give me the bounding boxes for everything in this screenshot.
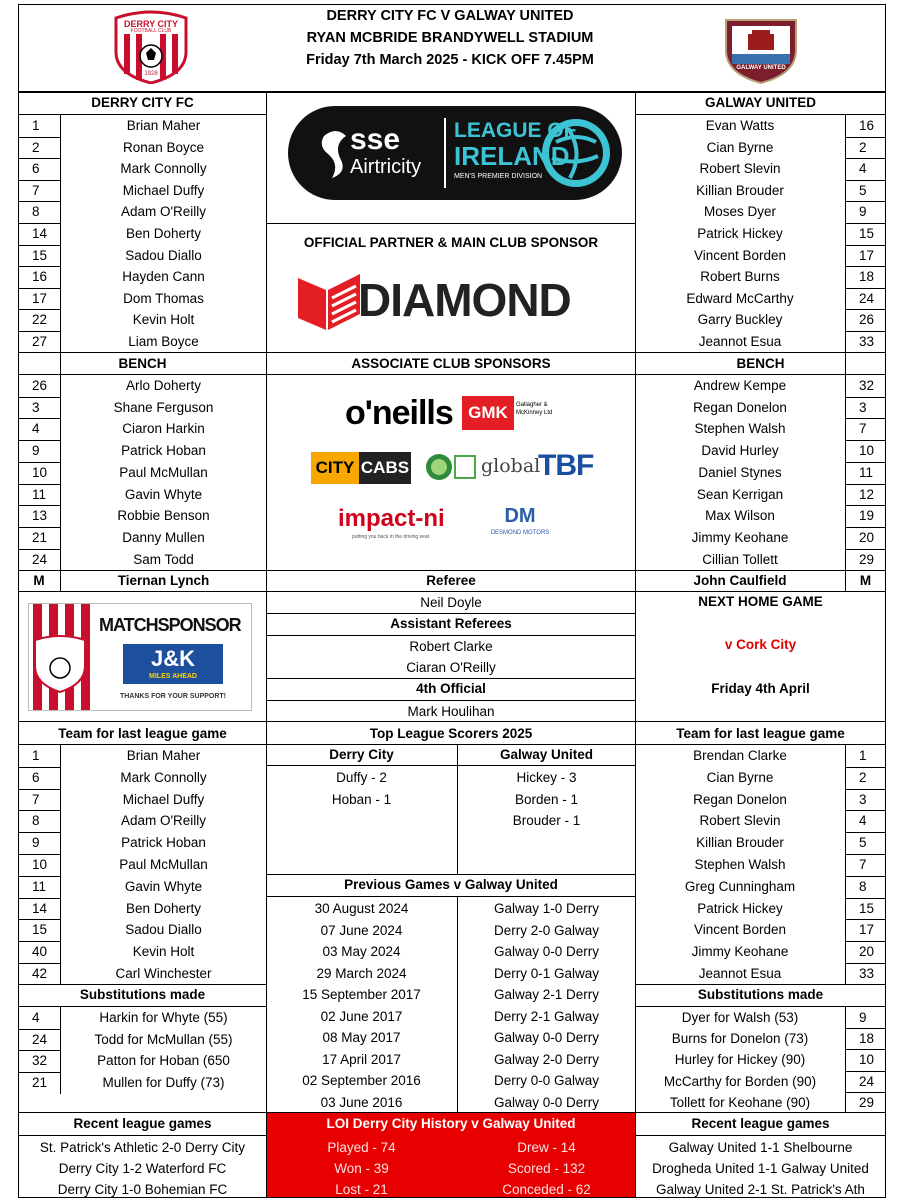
player-name: Regan Donelon (693, 791, 787, 807)
previous-game-result: Galway 0-0 Derry (493, 1094, 600, 1110)
desmond-motors-logo (480, 505, 560, 541)
player-number: 7 (32, 182, 40, 198)
player-name: McCarthy for Borden (90) (663, 1073, 817, 1089)
derry-recent-title: Recent league games (73, 1116, 212, 1131)
player-number: 18 (859, 269, 875, 285)
player-number: 40 (32, 944, 48, 960)
player-name: Evan Watts (705, 118, 775, 133)
diamond-logo (296, 268, 606, 332)
loi-history-stat: Played - 74 (327, 1140, 396, 1155)
previous-game-result: Derry 0-0 Galway (493, 1073, 600, 1088)
player-name: Liam Boyce (128, 334, 199, 349)
player-name: Robbie Benson (117, 508, 210, 524)
impact-ni-logo-subtitle: putting you back in the driving seat (352, 534, 429, 540)
player-name: Shane Ferguson (113, 399, 214, 415)
player-name: Max Wilson (705, 508, 775, 524)
previous-game-result: Galway 0-0 Derry (493, 1030, 600, 1045)
previous-game-result: Galway 1-0 Derry (493, 901, 600, 916)
global-logo (425, 450, 541, 484)
derry-recent-game: Derry City 1-0 Bohemian FC (57, 1182, 228, 1197)
player-name: Killian Brouder (696, 182, 784, 198)
player-number: 9 (32, 835, 40, 851)
scorer-galway: Borden - 1 (514, 791, 579, 807)
gmk-logo-text: GMK (462, 396, 514, 430)
player-number: 11 (32, 878, 47, 894)
player-name: Regan Donelon (693, 399, 787, 415)
derry-crest-year: 1928 (144, 71, 158, 77)
loi-history-stat: Won - 39 (334, 1161, 389, 1176)
previous-game-date: 15 September 2017 (302, 987, 421, 1002)
previous-game-date: 29 March 2024 (316, 965, 407, 981)
galway-subs-title: Substitutions made (697, 987, 824, 1002)
player-number: 4 (32, 1010, 40, 1025)
player-number: 8 (32, 204, 40, 220)
previous-game-date: 02 September 2016 (302, 1073, 421, 1088)
previous-game-date: 07 June 2024 (320, 922, 403, 938)
assistants-title: Assistant Referees (390, 616, 512, 631)
player-number: 5 (859, 182, 867, 198)
player-name: Andrew Kempe (693, 378, 787, 393)
diamond-logo-text: DIAMOND (358, 274, 571, 326)
player-number: 17 (859, 247, 875, 263)
previous-game-date: 03 June 2016 (320, 1094, 403, 1110)
league-logo (288, 106, 622, 200)
scorer-derry: Duffy - 2 (336, 770, 387, 785)
player-number: 16 (32, 269, 48, 285)
player-number: 32 (32, 1053, 48, 1069)
player-number: 32 (859, 378, 875, 393)
player-name: Robert Burns (700, 269, 780, 285)
player-number: 18 (859, 1031, 875, 1047)
derry-recent-game: St. Patrick's Athletic 2-0 Derry City (39, 1140, 246, 1155)
league-logo-airtricity: Airtricity (350, 156, 422, 178)
previous-game-date: 17 April 2017 (322, 1051, 401, 1067)
player-name: Ben Doherty (125, 226, 202, 241)
player-name: Hurley for Hickey (90) (674, 1052, 806, 1068)
player-number: 10 (859, 1052, 875, 1068)
player-name: Jimmy Keohane (691, 529, 789, 545)
derry-crest-title: DERRY CITY (123, 19, 178, 29)
galway-recent-title: Recent league games (691, 1116, 830, 1131)
derry-city-crest (110, 8, 192, 84)
galway-manager-name: John Caulfield (693, 573, 787, 588)
previous-game-result: Derry 0-1 Galway (493, 965, 600, 981)
derry-bench-title: BENCH (118, 356, 167, 371)
player-name: Patton for Hoban (650 (97, 1053, 230, 1069)
scorer-galway: Brouder - 1 (512, 813, 581, 828)
player-number: 17 (859, 922, 875, 938)
scorers-derry-title: Derry City (329, 747, 394, 762)
player-name: Edward McCarthy (686, 290, 794, 306)
galway-bench-title: BENCH (736, 356, 785, 371)
player-number: 2 (859, 139, 867, 155)
previous-game-date: 08 May 2017 (322, 1030, 401, 1045)
player-name: Garry Buckley (697, 312, 783, 328)
player-name: Sean Kerrigan (696, 486, 784, 502)
header-line-1: DERRY CITY FC V GALWAY UNITED (326, 8, 574, 24)
galway-united-crest (722, 12, 800, 84)
player-name: Jeannot Esua (698, 334, 782, 349)
player-name: Todd for McMullan (55) (94, 1031, 233, 1047)
assistant-referee-2: Ciaran O'Reilly (406, 660, 496, 675)
derry-crest-subtitle: FOOTBALL CLUB (130, 28, 172, 34)
player-name: Brendan Clarke (693, 748, 787, 763)
player-number: 11 (859, 464, 874, 480)
derry-team-title: DERRY CITY FC (91, 95, 194, 110)
player-number: 6 (32, 769, 40, 785)
player-number: 12 (859, 486, 875, 502)
player-name: Tollett for Keohane (90) (669, 1094, 811, 1110)
derry-manager-name: Tiernan Lynch (117, 573, 210, 588)
player-name: Vincent Borden (693, 922, 787, 938)
desmond-motors-mark: DM (504, 505, 536, 527)
player-number: 8 (32, 813, 40, 829)
player-name: Greg Cunningham (684, 878, 796, 894)
player-number: 33 (859, 966, 875, 981)
player-number: 4 (32, 421, 40, 437)
player-number: 15 (32, 247, 48, 263)
player-number: 20 (859, 529, 875, 545)
referee-name: Neil Doyle (420, 595, 482, 610)
player-name: Hayden Cann (122, 269, 205, 285)
player-name: Dom Thomas (123, 290, 204, 306)
player-name: Jimmy Keohane (691, 944, 789, 960)
previous-game-result: Galway 2-0 Derry (493, 1051, 600, 1067)
player-number: 24 (32, 551, 48, 567)
galway-last-game-title: Team for last league game (676, 726, 845, 741)
player-name: Ronan Boyce (122, 139, 205, 155)
player-number: 3 (859, 791, 867, 807)
player-name: Robert Slevin (699, 161, 781, 177)
match-sponsor-banner (28, 603, 252, 711)
player-number: 6 (32, 161, 40, 177)
scorer-derry: Hoban - 1 (331, 791, 392, 807)
player-number: 2 (32, 139, 40, 155)
player-name: Ciaron Harkin (122, 421, 205, 437)
player-name: Brian Maher (126, 118, 201, 133)
player-name: Gavin Whyte (124, 486, 203, 502)
oneills-logo: o'neills (345, 394, 453, 432)
previous-game-date: 02 June 2017 (320, 1008, 403, 1024)
player-number: 7 (859, 857, 867, 872)
derry-last-game-title: Team for last league game (58, 726, 227, 741)
header-line-3: Friday 7th March 2025 - KICK OFF 7.45PM (306, 52, 594, 68)
player-number: 7 (859, 421, 867, 437)
player-number: 9 (32, 443, 40, 459)
player-name: Brian Maher (126, 748, 201, 763)
player-number: 3 (859, 399, 867, 415)
impact-ni-logo (338, 505, 468, 545)
jk-logo-subtitle: MILES AHEAD (149, 673, 197, 680)
galway-crest-text: GALWAY UNITED (736, 65, 786, 71)
player-name: Patrick Hickey (697, 900, 783, 916)
header-line-2: RYAN MCBRIDE BRANDYWELL STADIUM (306, 30, 594, 46)
galway-manager-label: M (859, 573, 872, 588)
player-number: 26 (32, 378, 48, 393)
player-number: 26 (859, 312, 875, 328)
citycabs-cabs: CABS (359, 452, 411, 484)
gmk-logo-subtitle: Gallagher & McKinney Ltd (516, 402, 553, 416)
player-name: Patrick Hoban (121, 835, 206, 851)
player-number: 15 (859, 226, 875, 241)
jk-logo (123, 644, 223, 684)
player-number: 5 (859, 835, 867, 851)
player-number: 10 (859, 443, 875, 459)
player-number: 3 (32, 399, 40, 415)
match-sponsor-title: MATCHSPONSOR (99, 615, 241, 635)
player-number: 21 (32, 529, 48, 545)
player-name: Sam Todd (133, 551, 194, 567)
player-number: 10 (32, 857, 48, 872)
player-name: Gavin Whyte (124, 878, 203, 894)
partner-title: OFFICIAL PARTNER & MAIN CLUB SPONSOR (303, 235, 599, 250)
assistant-referee-1: Robert Clarke (409, 639, 493, 654)
galway-recent-game: Drogheda United 1-1 Galway United (652, 1161, 869, 1176)
player-name: Paul McMullan (119, 857, 208, 872)
league-logo-sse: sse (350, 123, 401, 156)
player-number: 24 (859, 1073, 875, 1089)
citycabs-logo (311, 452, 411, 484)
player-number: 8 (859, 878, 867, 894)
player-number: 11 (32, 486, 47, 502)
player-number: 33 (859, 334, 875, 349)
player-name: Sadou Diallo (125, 922, 202, 938)
loi-history-stat: Lost - 21 (335, 1182, 388, 1197)
scorer-galway: Hickey - 3 (516, 770, 577, 785)
jk-logo-text: J&K (150, 646, 195, 671)
league-logo-line1: LEAGUE OF (454, 119, 577, 142)
player-name: Patrick Hickey (697, 226, 783, 241)
player-name: Mark Connolly (120, 161, 207, 177)
player-name: Adam O'Reilly (120, 813, 207, 829)
previous-game-result: Galway 0-0 Derry (493, 944, 600, 959)
player-number: 10 (32, 464, 48, 480)
player-name: Ben Doherty (125, 900, 202, 916)
derry-manager-label: M (33, 573, 45, 588)
player-number: 9 (859, 1010, 867, 1025)
previous-games-title: Previous Games v Galway United (344, 877, 558, 892)
previous-game-date: 30 August 2024 (314, 901, 409, 916)
player-name: Burns for Donelon (73) (671, 1031, 809, 1047)
player-number: 24 (859, 290, 875, 306)
player-number: 2 (859, 769, 867, 785)
player-name: Moses Dyer (703, 204, 776, 220)
impact-ni-logo-text: impact-ni (338, 505, 445, 532)
derry-recent-game: Derry City 1-2 Waterford FC (58, 1161, 227, 1176)
player-number: 20 (859, 944, 875, 960)
scorers-title: Top League Scorers 2025 (369, 726, 533, 741)
player-name: Arlo Doherty (125, 378, 202, 393)
player-number: 15 (859, 900, 875, 916)
fourth-official-title: 4th Official (416, 681, 486, 696)
player-name: Cian Byrne (706, 139, 774, 155)
player-number: 24 (32, 1031, 48, 1047)
player-number: 27 (32, 334, 48, 349)
player-name: Carl Winchester (115, 966, 212, 981)
loi-history-stat: Scored - 132 (507, 1161, 586, 1176)
player-number: 13 (32, 508, 48, 524)
player-name: Harkin for Whyte (55) (99, 1010, 228, 1025)
player-number: 14 (32, 900, 48, 916)
player-number: 15 (32, 922, 48, 938)
player-name: Killian Brouder (696, 835, 784, 851)
loi-history-stat: Drew - 14 (517, 1140, 576, 1155)
player-name: Cian Byrne (706, 769, 774, 785)
player-name: Vincent Borden (693, 247, 787, 263)
loi-history-stat: Conceded - 62 (502, 1182, 591, 1197)
player-name: Patrick Hoban (121, 443, 206, 459)
associate-title: ASSOCIATE CLUB SPONSORS (351, 356, 551, 371)
player-name: Stephen Walsh (694, 857, 786, 872)
tbf-logo: TBF (538, 449, 594, 482)
player-number: 1 (859, 748, 867, 763)
player-number: 22 (32, 312, 48, 328)
scorers-galway-title: Galway United (499, 747, 594, 762)
citycabs-city: CITY (311, 452, 359, 484)
previous-game-result: Derry 2-0 Galway (493, 922, 600, 938)
player-name: Mullen for Duffy (73) (102, 1074, 225, 1090)
previous-game-result: Galway 2-1 Derry (493, 987, 600, 1002)
player-name: David Hurley (701, 443, 779, 459)
player-name: Michael Duffy (122, 182, 205, 198)
player-name: Stephen Walsh (694, 421, 786, 437)
player-name: Mark Connolly (120, 769, 207, 785)
player-number: 7 (32, 791, 40, 807)
player-name: Jeannot Esua (698, 966, 782, 981)
player-name: Daniel Stynes (698, 464, 782, 480)
match-sponsor-thanks: THANKS FOR YOUR SUPPORT! (119, 693, 227, 700)
player-name: Michael Duffy (122, 791, 205, 807)
player-number: 1 (32, 748, 40, 763)
galway-recent-game: Galway United 2-1 St. Patrick's Ath (656, 1182, 865, 1197)
player-number: 29 (859, 1094, 875, 1110)
next-game-title: NEXT HOME GAME (698, 594, 823, 609)
player-number: 21 (32, 1074, 48, 1090)
player-number: 19 (859, 508, 875, 524)
previous-game-date: 03 May 2024 (322, 944, 401, 959)
loi-history-title: LOI Derry City History v Galway United (326, 1116, 576, 1131)
player-name: Paul McMullan (119, 464, 208, 480)
player-number: 1 (32, 118, 40, 133)
galway-recent-game: Galway United 1-1 Shelbourne (668, 1140, 853, 1155)
player-number: 4 (859, 161, 867, 177)
derry-subs-title: Substitutions made (79, 987, 206, 1002)
player-number: 42 (32, 966, 48, 981)
gmk-logo (462, 396, 562, 430)
desmond-motors-text: DESMOND MOTORS (490, 530, 550, 536)
next-game-date: Friday 4th April (711, 681, 810, 696)
player-name: Danny Mullen (122, 529, 205, 545)
player-name: Cillian Tollett (702, 551, 778, 567)
fourth-official-name: Mark Houlihan (407, 704, 495, 719)
player-number: 17 (32, 290, 48, 306)
previous-game-result: Derry 2-1 Galway (493, 1008, 600, 1024)
player-number: 29 (859, 551, 875, 567)
galway-team-title: GALWAY UNITED (704, 95, 817, 110)
player-number: 9 (859, 204, 867, 220)
league-logo-division: MEN'S PREMIER DIVISION (454, 173, 543, 180)
player-name: Dyer for Walsh (53) (681, 1010, 799, 1025)
referee-title: Referee (426, 573, 476, 588)
global-logo-text: global (481, 455, 541, 477)
league-logo-line2: IRELAND (454, 141, 570, 171)
player-number: 14 (32, 226, 48, 241)
player-name: Adam O'Reilly (120, 204, 207, 220)
player-name: Robert Slevin (699, 813, 781, 829)
player-name: Sadou Diallo (125, 247, 202, 263)
player-number: 16 (859, 118, 875, 133)
player-name: Kevin Holt (132, 944, 195, 960)
player-number: 4 (859, 813, 867, 829)
next-game-opponent: v Cork City (724, 637, 797, 652)
player-name: Kevin Holt (132, 312, 195, 328)
